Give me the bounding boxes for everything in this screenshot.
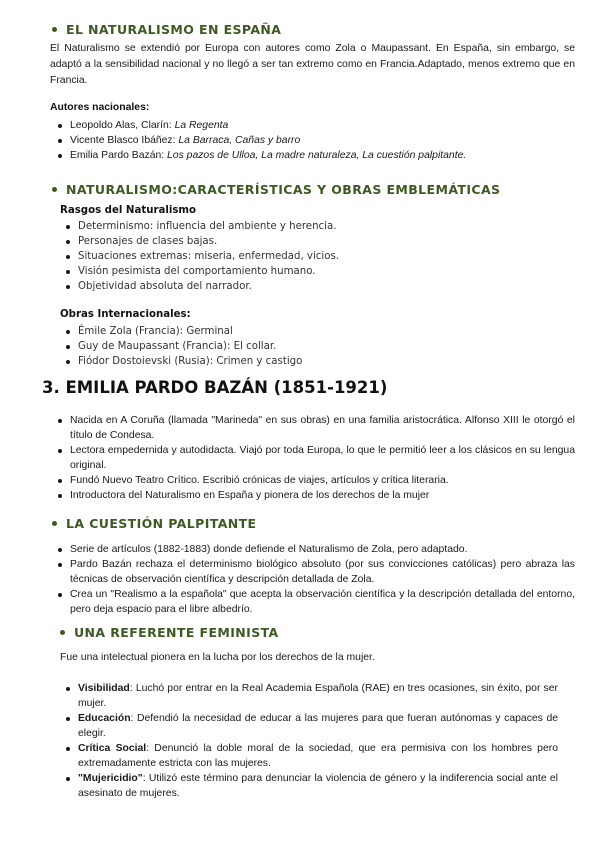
authors-heading: Autores nacionales: (50, 102, 150, 113)
author-works: La Barraca, Cañas y barro (178, 135, 301, 146)
section-heading-naturalismo-espana (52, 22, 281, 37)
traits-list (78, 219, 558, 294)
list-item: Situaciones extremas: miseria, enfermedad, vicios. (78, 249, 558, 264)
list-item (78, 741, 558, 771)
feminist-intro: Fue una intelectual pionera en la lucha por los derechos de la mujer. (60, 652, 375, 663)
works-heading: Obras Internacionales: (60, 309, 191, 320)
list-item: Crea un "Realismo a la española" que acepta la observación científica y la descripción detallada del entorno, pero deja espacio para el libre albedrío. (70, 589, 575, 615)
bullet-icon (52, 521, 57, 526)
list-item: Nacida en A Coruña (llamada "Marineda" en sus obras) en una familia aristocrática. Alfonso XIII le otorgó el título de Condesa. (70, 415, 575, 441)
list-item: Objetividad absoluta del narrador. (78, 279, 558, 294)
feminist-list (78, 681, 558, 801)
biography-list (70, 413, 575, 503)
cuestion-list (70, 542, 575, 617)
list-item (78, 681, 558, 711)
list-item: Determinismo: influencia del ambiente y herencia. (78, 219, 558, 234)
item-term: Visibilidad (78, 683, 130, 694)
list-item (70, 118, 570, 133)
intro-paragraph: El Naturalismo se extendió por Europa con autores como Zola o Maupassant. En España, sin embargo, se adaptó a la sensibilidad nacional y no llegó a ser tan extremo como en Francia.Adaptado, menos extremo que en Francia. (50, 43, 575, 86)
works-list (78, 324, 558, 369)
bullet-icon (60, 630, 65, 635)
section-title: LA CUESTIÓN PALPITANTE (66, 516, 257, 531)
author-name: Emilia Pardo Bazán: (70, 150, 165, 161)
list-item: Guy de Maupassant (Francia): El collar. (78, 339, 558, 354)
bullet-icon (52, 187, 57, 192)
authors-list (70, 118, 570, 163)
page-title: 3. EMILIA PARDO BAZÁN (1851-1921) (42, 378, 388, 397)
author-name: Vicente Blasco Ibáñez: (70, 135, 176, 146)
item-text: : Utilizó este término para denunciar la violencia de género y la indiferencia social ante el asesinato de mujeres. (78, 773, 558, 799)
list-item: Lectora empedernida y autodidacta. Viajó por toda Europa, lo que le permitió leer a los clásicos en su lengua original. (70, 445, 575, 471)
item-text: : Luchó por entrar en la Real Academia Española (RAE) en tres ocasiones, sin éxito, por ser mujer. (78, 683, 558, 709)
list-item: Personajes de clases bajas. (78, 234, 558, 249)
list-item: Visión pesimista del comportamiento humano. (78, 264, 558, 279)
section-heading-feminista (60, 625, 279, 640)
traits-heading: Rasgos del Naturalismo (60, 205, 197, 216)
item-term: Crítica Social (78, 743, 147, 754)
list-item (78, 711, 558, 741)
list-item: Serie de artículos (1882-1883) donde defiende el Naturalismo de Zola, pero adaptado. (70, 542, 575, 557)
section-heading-cuestion (52, 516, 257, 531)
author-works: Los pazos de Ulloa, La madre naturaleza, La cuestión palpitante. (167, 150, 467, 161)
item-term: Educación (78, 713, 131, 724)
list-item: Introductora del Naturalismo en España y pionera de los derechos de la mujer (70, 488, 575, 503)
author-name: Leopoldo Alas, Clarín: (70, 120, 172, 131)
list-item: Fundó Nuevo Teatro Crítico. Escribió crónicas de viajes, artículos y crítica literaria. (70, 473, 575, 488)
section-title: UNA REFERENTE FEMINISTA (74, 625, 279, 640)
list-item (78, 771, 558, 801)
section-heading-caracteristicas (52, 182, 500, 197)
author-works: La Regenta (174, 120, 229, 131)
item-text: : Denunció la doble moral de la sociedad, que era permisiva con los hombres pero extremadamente estricta con las mujeres. (78, 743, 558, 769)
list-item: Émile Zola (Francia): Germinal (78, 324, 558, 339)
item-term: "Mujericidio" (78, 773, 143, 784)
list-item: Fiódor Dostoievski (Rusia): Crimen y castigo (78, 354, 558, 369)
item-text: : Defendió la necesidad de educar a las mujeres para que fueran autónomas y capaces de elegir. (78, 713, 558, 739)
section-title: NATURALISMO:CARACTERÍSTICAS Y OBRAS EMBLEMÁTICAS (66, 182, 501, 197)
list-item (70, 148, 570, 163)
bullet-icon (52, 27, 57, 32)
list-item: Pardo Bazán rechaza el determinismo biológico absoluto (por sus convicciones católicas) pero abraza las técnicas de observación científica y descripción detallada de Zola. (70, 559, 575, 585)
section-title: EL NATURALISMO EN ESPAÑA (66, 22, 282, 37)
list-item (70, 133, 570, 148)
